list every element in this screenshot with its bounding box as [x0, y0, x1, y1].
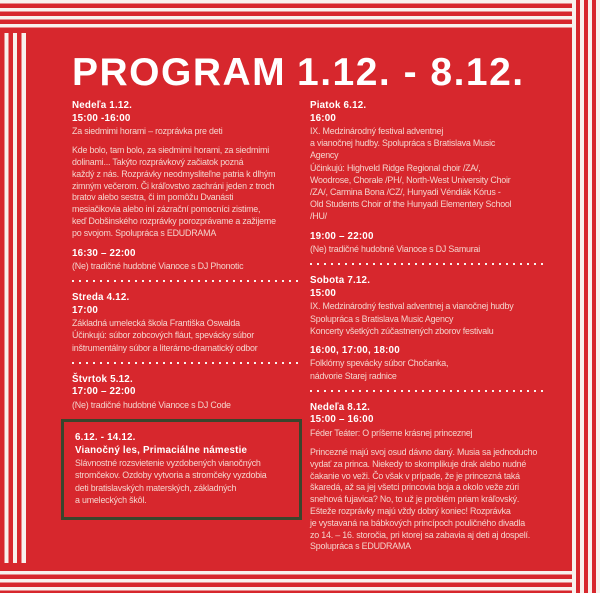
event-body-line: čakanie vo veži. Čo však v prípade, že je princezná taká — [310, 470, 520, 481]
event-body-line: Kde bolo, tam bolo, za siedmimi horami, za siedmimi — [72, 145, 269, 156]
event-heading-line: 6.12. - 14.12. — [75, 432, 136, 444]
event-heading-line: Streda 4.12. — [72, 292, 130, 304]
event-body-line: zimným večerom. Či kráľovstvo zachráni jeden z troch — [72, 180, 275, 191]
event-body-line: nádvorie Starej radnice — [310, 370, 397, 381]
event-heading-line: Vianočný les, Primaciálne námestie — [75, 444, 248, 456]
event-heading-line: Štvrtok 5.12. — [72, 373, 133, 385]
event-body-line: Účinkujú: Highveld Ridge Regional choir /ZA/, — [310, 162, 481, 173]
event-body-line: deti bratislavských materských, základných — [75, 482, 237, 493]
left-stripe-border — [0, 33, 26, 563]
description-paragraph — [72, 145, 298, 239]
event-body-line: dolinami... Takýto rozprávkový začiatok pozná — [72, 157, 244, 167]
description-paragraph — [310, 447, 544, 553]
event-block — [72, 374, 298, 411]
event-body-line: Slávnostné rozsvietenie vyzdobených vianočných — [75, 458, 261, 469]
event-body-line: Spolupráca s EDUDRAMA — [310, 541, 411, 552]
top-stripe-border — [0, 0, 572, 29]
event-body-line: snehová fujavica? No, to už je problém priam kráľovský. — [310, 494, 520, 505]
dotted-separator — [72, 280, 298, 282]
event-heading-line: 15:00 — [310, 287, 337, 299]
event-heading-line: 17:00 — [72, 304, 99, 316]
event-body-line: Základná umelecká škola Františka Oswalda — [72, 318, 240, 329]
event-heading-line: 17:00 – 22:00 — [72, 386, 136, 398]
event-body-line: Spolupráca s Bratislava Music Agency — [310, 313, 454, 324]
event-body-line: mesiačikovia alebo iní zázrační pomocníci zistime, — [72, 204, 261, 215]
event-body-line: Woodrose, Chorale /PH/, North-West University Choir — [310, 174, 511, 185]
event-block — [72, 292, 298, 354]
event-body-line: škaredá, až sa jej všetci princovia boja a okolo veže zúri — [310, 482, 519, 493]
event-heading-line: 19:00 – 22:00 — [310, 230, 374, 242]
event-body-line: IX. Medzinárodný festival adventnej a vianočnej hudby — [310, 301, 514, 312]
event-body-line: Agency — [310, 150, 339, 161]
event-heading-line: 16:30 – 22:00 — [72, 247, 136, 259]
right-stripe-border — [572, 0, 600, 593]
event-heading-line: 15:00 – 16:00 — [310, 414, 374, 426]
highlighted-event-block — [61, 419, 302, 520]
poster-title: PROGRAM — [72, 51, 287, 94]
event-body-line: Old Students Choir of the Hunyadi Elementery School — [310, 199, 512, 210]
event-body-line: /HU/ — [310, 211, 327, 222]
event-block — [310, 345, 544, 382]
event-heading-line: Nedeľa 1.12. — [72, 100, 133, 111]
dotted-separator — [310, 263, 544, 265]
event-block — [310, 100, 544, 223]
event-body-line: zo 14. – 16. storočia, pri ktorej sa zabavia aj deti aj dospelí. — [310, 529, 531, 540]
date-range-title: 1.12. - 8.12. — [297, 51, 525, 94]
event-body-line: Ešteže rozprávky majú vždy dobrý koniec! Rozprávka — [310, 506, 511, 517]
event-body-line: každý z nás. Rozprávky neodmysliteľne patria k dlhým — [72, 168, 276, 179]
event-heading-line: Sobota 7.12. — [310, 275, 371, 287]
event-body-line: bratov alebo sestra, či im pomôžu Dvanásti — [72, 192, 234, 203]
event-body-line: stromčekov. Ozdoby vytvoria a stromčeky vyzdobia — [75, 470, 267, 481]
event-body-line: a vianočnej hudby. Spolupráca s Bratislava Music — [310, 138, 496, 149]
event-body-line: Folklórny spevácky súbor Chočanka, — [310, 358, 449, 369]
program-column-left — [72, 100, 298, 520]
event-body-line: Koncerty všetkých zúčastnených zborov festivalu — [310, 325, 494, 336]
program-column-right — [310, 100, 544, 561]
event-body-line: keď Dobšinského rozprávky porozprávame a zažijeme — [72, 215, 276, 226]
event-body-line: inštrumentálny súbor a literárno-dramatický odbor — [72, 342, 258, 353]
event-body-line: Účinkujú: súbor zobcových fláut, spevácky súbor — [72, 330, 254, 341]
event-body-line: po svojom. Spolupráca s EDUDRAMA — [72, 227, 217, 238]
event-heading-line: 16:00 — [310, 112, 337, 124]
event-body-line: a umeleckých škôl. — [75, 494, 147, 505]
event-body-line: Princezné majú svoj osud dávno daný. Musia sa jednoducho — [310, 447, 538, 458]
event-body-line: (Ne) tradičné hudobné Vianoce s DJ Code — [72, 399, 231, 410]
event-heading-line: 16:00, 17:00, 18:00 — [310, 344, 400, 356]
event-heading-line: 15:00 -16:00 — [72, 112, 131, 124]
event-body-line: je vystavaná na bábkových princípoch pouličného divadla — [310, 517, 525, 528]
event-body-line: (Ne) tradičné hudobné Vianoce s DJ Phonotic — [72, 261, 244, 272]
event-body-line: (Ne) tradičné hudobné Vianoce s DJ Samurai — [310, 244, 481, 255]
event-block — [310, 402, 544, 439]
bottom-stripe-border — [0, 571, 572, 593]
event-body-line: vydať za princa. Niekedy to skomplikuje drak alebo nudné — [310, 458, 527, 469]
event-body-line: Za siedmimi horami – rozprávka pre deti — [72, 126, 223, 136]
event-block — [310, 231, 544, 256]
event-block — [72, 100, 298, 137]
dotted-separator — [310, 390, 544, 392]
event-block — [72, 248, 298, 273]
event-heading-line: Nedeľa 8.12. — [310, 401, 371, 413]
dotted-separator — [72, 362, 298, 364]
event-block — [310, 275, 544, 337]
event-body-line: IX. Medzinárodný festival adventnej — [310, 126, 444, 136]
event-body-line: Féder Teáter: O príšerne krásnej princeznej — [310, 427, 473, 438]
event-body-line: /ZA/, Carmina Bona /CZ/, Hunyadi Véndiák Kórus - — [310, 187, 501, 198]
event-heading-line: Piatok 6.12. — [310, 100, 367, 111]
